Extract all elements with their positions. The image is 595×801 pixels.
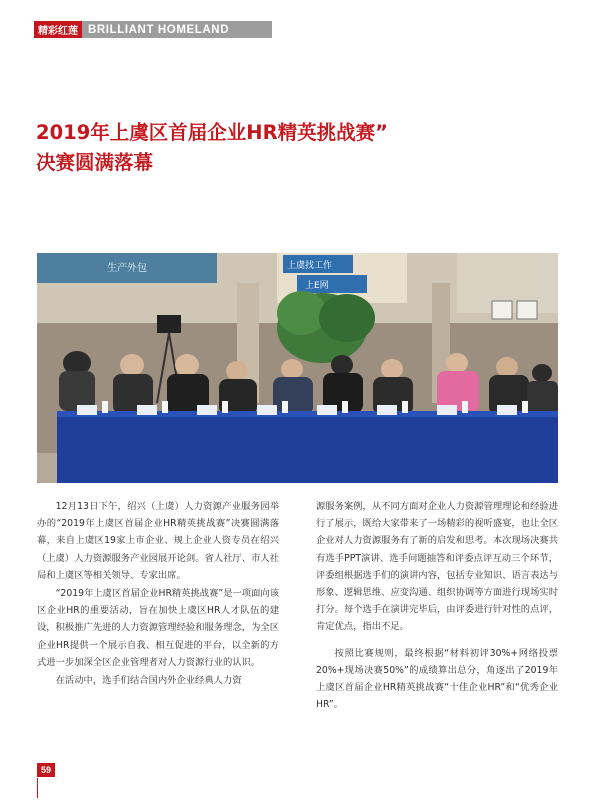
article-column-left xyxy=(37,498,279,689)
paragraph: 按照比赛规则，最终根据“材料初评30%+网络投票20%+现场决赛50%”的成绩算出总分，角逐出了2019年上虞区首届企业HR精英挑战赛“十佳企业HR”和“优秀企业HR”。 xyxy=(316,647,558,711)
banner-text-center2: 上E网 xyxy=(305,281,329,291)
page-number: 59 xyxy=(37,763,55,777)
section-header xyxy=(34,21,272,38)
paragraph: 源服务案例，从不同方面对企业人力资源管理理论和经验进行了展示，既给大家带来了一场精彩的视听盛宴，也让全区企业对人力资源服务有了新的启发和思考。本次现场决赛共有选手PPT演讲、选手问题抽答和评委点评互动三个环节，评委组根据选手们的演讲内容，包括专业知识、语言表达与形象、逻辑思维、应变沟通、组织协调等方面进行现场实时打分。每个选手在演讲完毕后，由评委进行针对性的点评，肯定优点，指出不足。 xyxy=(316,501,558,633)
paragraph: “2019年上虞区首届企业HR精英挑战赛”是一项面向该区企业HR的重要活动，旨在加快上虞区HR人才队伍的建设，积极推广先进的人力资源管理经验和服务理念，为全区企业HR提供一个展示自我、相互促进的平台，以全新的方式进一步加深全区企业管理者对人力资源行业的认识。 xyxy=(37,588,279,668)
event-photo-illustration xyxy=(37,253,558,483)
article-title-line1: 2019年上虞区首届企业HR精英挑战赛” xyxy=(36,121,388,144)
article-title-line2: 决赛圆满落幕 xyxy=(36,151,154,174)
page-number-line xyxy=(37,778,38,798)
banner-text-left: 生产外包 xyxy=(107,263,147,274)
article-title xyxy=(36,118,556,178)
banner-text-center: 上虞找工作 xyxy=(287,261,333,271)
event-photo xyxy=(37,253,558,483)
paragraph: 在活动中，选手们结合国内外企业经典人力资 xyxy=(55,675,242,687)
section-name-en: BRILLIANT HOMELAND xyxy=(82,21,272,38)
paragraph: 12月13日下午，绍兴（上虞）人力资源产业服务园举办的“2019年上虞区首届企业HR精英挑战赛”决赛圆满落幕，来自上虞区19家上市企业、规上企业人资专员在绍兴（上虞）人力资源服务产业园展开论剑。省人社厅、市人社局和上虞区等相关领导、专家出席。 xyxy=(37,501,279,581)
article-column-right xyxy=(316,498,558,713)
section-name-cn: 精彩红莲 xyxy=(34,21,82,38)
